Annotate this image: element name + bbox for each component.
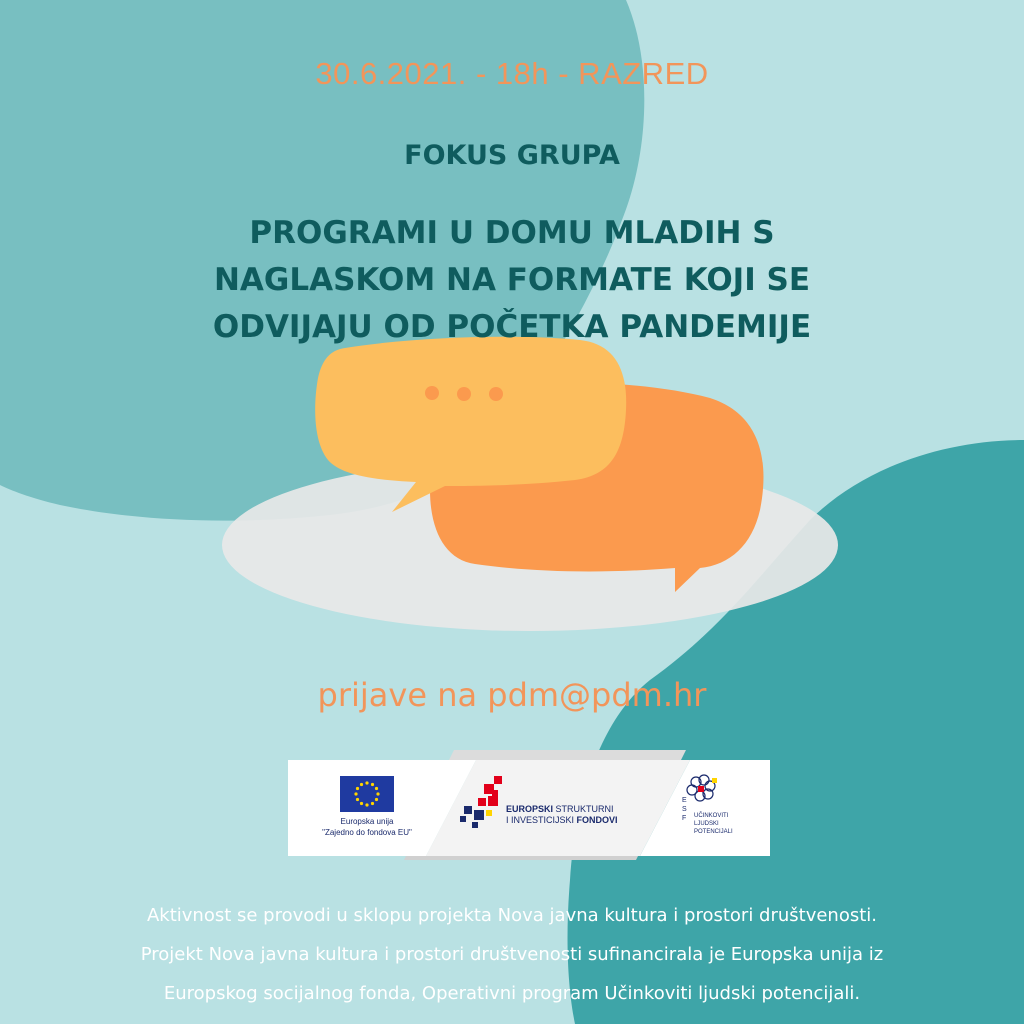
esif-logo: [458, 776, 618, 832]
eu-logo-caption: Europska unija: [340, 817, 394, 826]
eu-flag-icon: [340, 776, 394, 812]
funding-notice-line: Aktivnost se provodi u sklopu projekta Nova javna kultura i prostori društvenosti.: [146, 905, 878, 926]
eu-logo-slogan: "Zajedno do fondova EU": [322, 828, 412, 837]
headline-line: ODVIJAJU OD POČETKA PANDEMIJE: [212, 309, 812, 345]
funding-notice-line: Europskog socijalnog fonda, Operativni program Učinkoviti ljudski potencijali.: [163, 983, 861, 1004]
esf-logo: [672, 774, 752, 838]
funding-notice-line: Projekt Nova javna kultura i prostori društvenosti sufinancirala je Europska unija iz: [140, 944, 884, 965]
eu-logo: [312, 776, 422, 838]
typing-dot: [457, 387, 471, 401]
typing-dot: [425, 386, 439, 400]
esf-logo-text: UČINKOVITI LJUDSKI POTENCIJALI: [694, 813, 733, 835]
esif-squares-icon: [458, 776, 506, 832]
event-headline: [112, 210, 912, 351]
esf-letters: E S F: [682, 797, 687, 822]
signup-email-text: prijave na pdm@pdm.hr: [317, 676, 707, 714]
typing-dot: [489, 387, 503, 401]
event-type: FOKUS GRUPA: [404, 140, 620, 171]
funding-notice: [20, 896, 1004, 1013]
headline-line: PROGRAMI U DOMU MLADIH S: [249, 215, 775, 251]
esif-logo-text: EUROPSKI STRUKTURNI I INVESTICIJSKI FONDOVI: [506, 804, 618, 825]
event-date: 30.6.2021. - 18h - RAZRED: [315, 56, 709, 91]
headline-line: NAGLASKOM NA FORMATE KOJI SE: [213, 262, 811, 298]
